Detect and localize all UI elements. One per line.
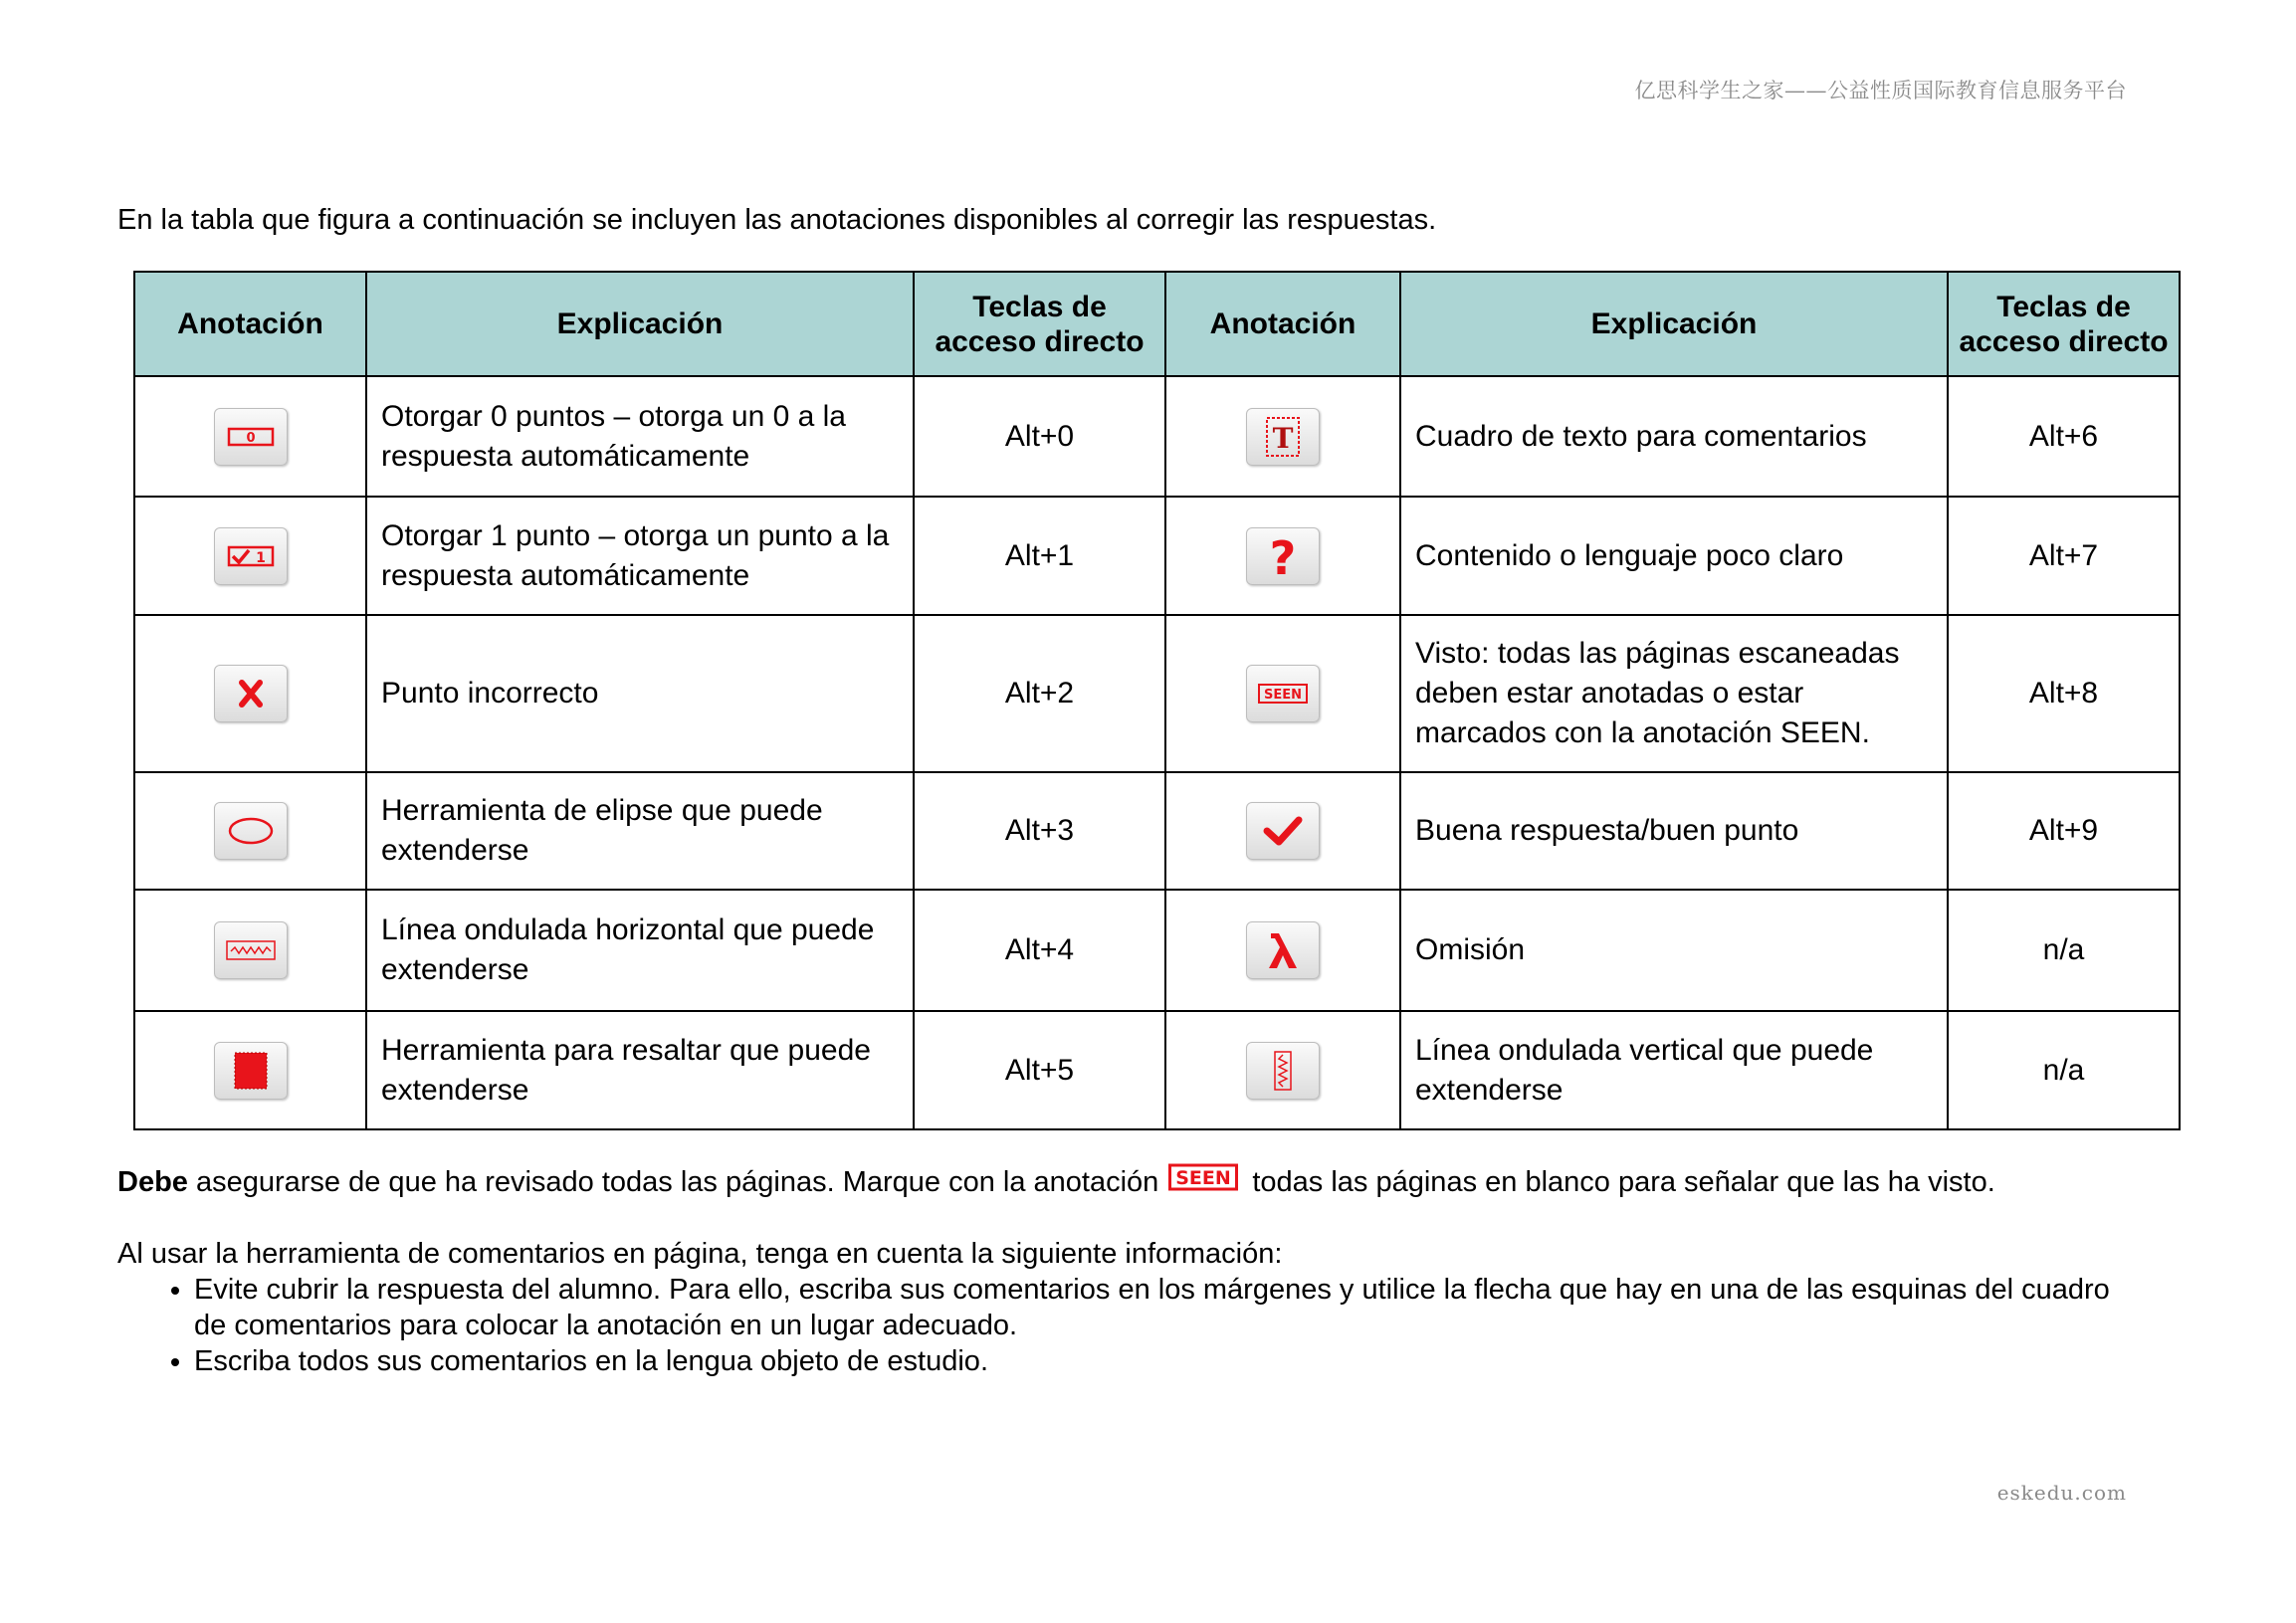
header-explanation-2: Explicación (1400, 272, 1948, 376)
header-shortcut: Teclas de acceso directo (914, 272, 1165, 376)
cross-icon[interactable] (214, 665, 288, 722)
explanation-cell: Otorgar 0 puntos – otorga un 0 a la respuesta automáticamente (366, 376, 914, 497)
explanation-cell: Omisión (1400, 890, 1948, 1011)
table-row (134, 890, 2180, 1011)
explanation-cell: Visto: todas las páginas escaneadas deben estar anotadas o estar marcados con la anotación SEEN. (1400, 615, 1948, 772)
shortcut-cell: Alt+0 (914, 376, 1165, 497)
ellipse-icon[interactable] (214, 802, 288, 860)
list-item: • Evite cubrir la respuesta del alumno. Para ello, escriba sus comentarios en los márgenes y utilice la flecha que hay en una de las esquinas del cuadro de comentarios para colocar la anotación en un lugar adecuado. (194, 1272, 2138, 1343)
zero-points-icon[interactable] (214, 408, 288, 466)
explanation-cell: Buena respuesta/buen punto (1400, 772, 1948, 890)
shortcut-cell: Alt+3 (914, 772, 1165, 890)
zero-points-icon-label: 0 (245, 430, 256, 446)
seen-instruction-paragraph (117, 1164, 1995, 1202)
header-shortcut-2: Teclas de acceso directo (1948, 272, 2180, 376)
shortcut-cell: Alt+5 (914, 1011, 1165, 1129)
seen-inline-icon-label: SEEN (1175, 1166, 1232, 1189)
seen-icon-label: SEEN (1263, 688, 1303, 703)
vertical-wavy-line-icon[interactable] (1246, 1042, 1320, 1100)
shortcut-cell: Alt+2 (914, 615, 1165, 772)
shortcut-cell: Alt+8 (1948, 615, 2180, 772)
table-row (134, 772, 2180, 890)
explanation-cell: Línea ondulada vertical que puede extenderse (1400, 1011, 1948, 1129)
seen-instruction-text-after: todas las páginas en blanco para señalar que las ha visto. (1244, 1166, 1995, 1198)
explanation-cell: Herramienta de elipse que puede extenderse (366, 772, 914, 890)
table-row (134, 615, 2180, 772)
seen-inline-icon (1168, 1163, 1238, 1200)
list-item: • Escriba todos sus comentarios en la lengua objeto de estudio. (194, 1343, 2138, 1379)
header-annotation-2: Anotación (1165, 272, 1400, 376)
seen-instruction-text-before: asegurarse de que ha revisado todas las páginas. Marque con la anotación (187, 1166, 1159, 1198)
one-point-icon[interactable] (214, 527, 288, 585)
table-row (134, 497, 2180, 615)
shortcut-cell: n/a (1948, 1011, 2180, 1129)
one-point-icon-label: 1 (255, 549, 266, 566)
text-box-icon-label: T (1272, 421, 1294, 455)
header-explanation: Explicación (366, 272, 914, 376)
explanation-cell: Herramienta para resaltar que puede extenderse (366, 1011, 914, 1129)
comments-tool-section (117, 1236, 2138, 1379)
tick-icon[interactable] (1246, 802, 1320, 860)
page-footer-watermark: eskedu.com (1996, 1481, 2127, 1505)
table-row (134, 1011, 2180, 1129)
text-box-icon[interactable] (1246, 408, 1320, 466)
intro-text: En la tabla que figura a continuación se incluyen las anotaciones disponibles al corregir las respuestas. (117, 204, 1437, 236)
shortcut-cell: Alt+6 (1948, 376, 2180, 497)
horizontal-wavy-line-icon[interactable] (214, 921, 288, 979)
omission-caret-icon[interactable] (1246, 921, 1320, 979)
table-header-row (134, 272, 2180, 376)
header-annotation: Anotación (134, 272, 366, 376)
shortcut-cell: Alt+9 (1948, 772, 2180, 890)
comments-tool-list (117, 1272, 2138, 1379)
shortcut-cell: Alt+4 (914, 890, 1165, 1011)
shortcut-cell: Alt+7 (1948, 497, 2180, 615)
explanation-cell: Línea ondulada horizontal que puede extenderse (366, 890, 914, 1011)
annotations-table (133, 271, 2181, 1130)
highlight-tool-icon[interactable] (214, 1042, 288, 1100)
explanation-cell: Cuadro de texto para comentarios (1400, 376, 1948, 497)
emphasis-debe: Debe (117, 1166, 188, 1198)
page-header-watermark: 亿思科学生之家——公益性质国际教育信息服务平台 (1634, 79, 2127, 102)
explanation-cell: Otorgar 1 punto – otorga un punto a la respuesta automáticamente (366, 497, 914, 615)
explanation-cell: Contenido o lenguaje poco claro (1400, 497, 1948, 615)
seen-icon[interactable] (1246, 665, 1320, 722)
shortcut-cell: n/a (1948, 890, 2180, 1011)
question-mark-icon[interactable] (1246, 527, 1320, 585)
explanation-cell: Punto incorrecto (366, 615, 914, 772)
table-row (134, 376, 2180, 497)
question-mark-icon-label: ? (1269, 533, 1297, 578)
shortcut-cell: Alt+1 (914, 497, 1165, 615)
comments-tool-lead: Al usar la herramienta de comentarios en página, tenga en cuenta la siguiente información: (117, 1238, 1283, 1270)
